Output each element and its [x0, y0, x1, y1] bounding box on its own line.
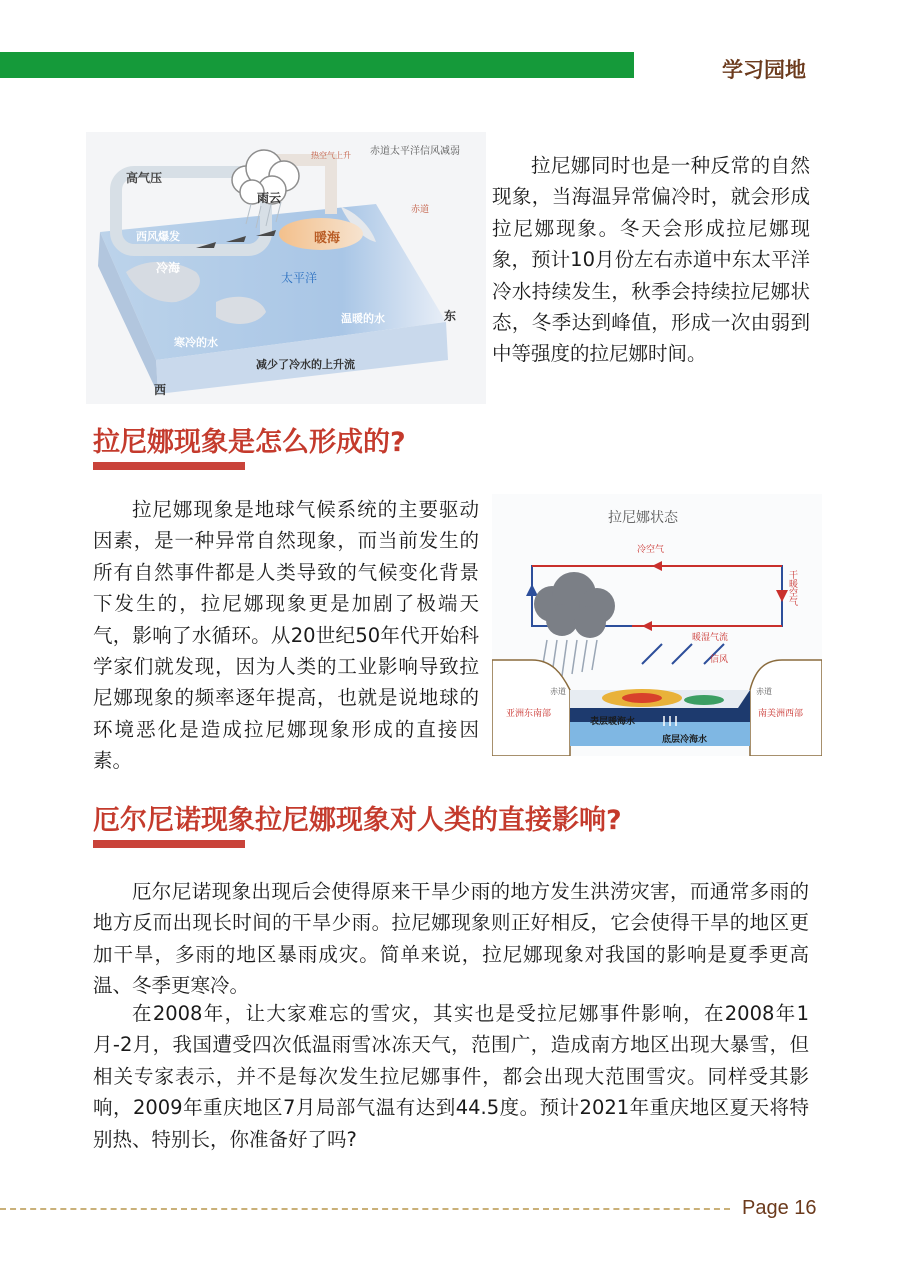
label-warm-sea: 暖海: [314, 231, 341, 246]
ocean-circulation-figure: [86, 132, 486, 404]
label-asia: 亚洲东南部: [506, 709, 552, 719]
label-westerly: 西风爆发: [136, 230, 180, 243]
label-equator: 赤道: [411, 205, 430, 215]
section1-underline: [93, 462, 245, 470]
label-trade-wind-2: 信风: [710, 655, 729, 665]
label-warm-water: 温暖的水: [341, 312, 385, 325]
footer-dashed-line: [0, 1208, 730, 1210]
label-west: 西: [154, 383, 167, 397]
label-equator-right: 赤道: [756, 687, 772, 696]
figure2-title: 拉尼娜状态: [608, 510, 678, 526]
section-tag: 学习园地: [722, 58, 806, 82]
label-rain-cloud: 雨云: [257, 191, 282, 205]
label-deep-water: 底层冷海水: [662, 735, 708, 745]
section2-underline: [93, 840, 245, 848]
intro-paragraph: 拉尼娜同时也是一种反常的自然现象，当海温异常偏冷时，就会形成拉尼娜现象。冬天会形成拉尼娜现象，预计10月份左右赤道中东太平洋冷水持续发生，秋季会持续拉尼娜状态，冬季达到峰值，形成一次由弱到中等强度的拉尼娜时间。: [492, 154, 810, 366]
label-america: 南美洲西部: [758, 709, 804, 719]
label-hot-air-rise: 热空气上升: [311, 151, 351, 160]
section2-paragraph-2: 在2008年，让大家难忘的雪灾，其实也是受拉尼娜事件影响，在2008年1月-2月，我国遭受四次低温雨雪冰冻天气，范围广，造成南方地区出现大暴雪，但相关专家表示，并不是每次发生拉尼娜事件，都会出现大范围雪灾。同样受其影响，2009年重庆地区7月局部气温有达到44.5度。预计2021年重庆地区夏天将特别热、特别长，你准备好了吗?: [93, 1002, 809, 1151]
label-dry-air: 干暖空气: [787, 570, 797, 606]
label-trade-wind: 赤道太平洋信风减弱: [370, 146, 460, 157]
la-nina-state-figure: [492, 494, 822, 756]
label-cold-sea: 冷海: [156, 261, 181, 275]
section1-heading: 拉尼娜现象是怎么形成的?: [93, 427, 406, 458]
header-green-bar: [0, 52, 634, 78]
label-cold-water: 寒冷的水: [174, 336, 218, 349]
page-number: Page 16: [742, 1197, 817, 1219]
label-upwelling: 减少了冷水的上升流: [256, 358, 355, 371]
label-equator-left: 赤道: [550, 687, 566, 696]
section1-paragraph: 拉尼娜现象是地球气候系统的主要驱动因素，是一种异常自然现象，而当前发生的所有自然事件都是人类导致的气候变化背景下发生的，拉尼娜现象更是加剧了极端天气，影响了水循环。从20世纪50年代开始科学家们就发现，因为人类的工业影响导致拉尼娜现象的频率逐年提高，也就是说地球的环境恶化是造成拉尼娜现象形成的直接因素。: [93, 498, 479, 773]
label-surface-water: 表层暖海水: [590, 717, 636, 727]
label-moist-air: 暖湿气流: [692, 633, 729, 643]
section2-paragraph-1: 厄尔尼诺现象出现后会使得原来干旱少雨的地方发生洪涝灾害，而通常多雨的地方反而出现长时间的干旱少雨。拉尼娜现象则正好相反，它会使得干旱的地区更加干旱，多雨的地区暴雨成灾。简单来说，拉尼娜现象对我国的影响是夏季更高温、冬季更寒冷。: [93, 880, 809, 998]
label-east: 东: [444, 309, 457, 323]
label-cold-air: 冷空气: [637, 545, 665, 555]
section2-heading: 厄尔尼诺现象拉尼娜现象对人类的直接影响?: [93, 805, 622, 836]
label-pacific: 太平洋: [281, 271, 318, 285]
label-high-pressure: 高气压: [126, 171, 163, 185]
